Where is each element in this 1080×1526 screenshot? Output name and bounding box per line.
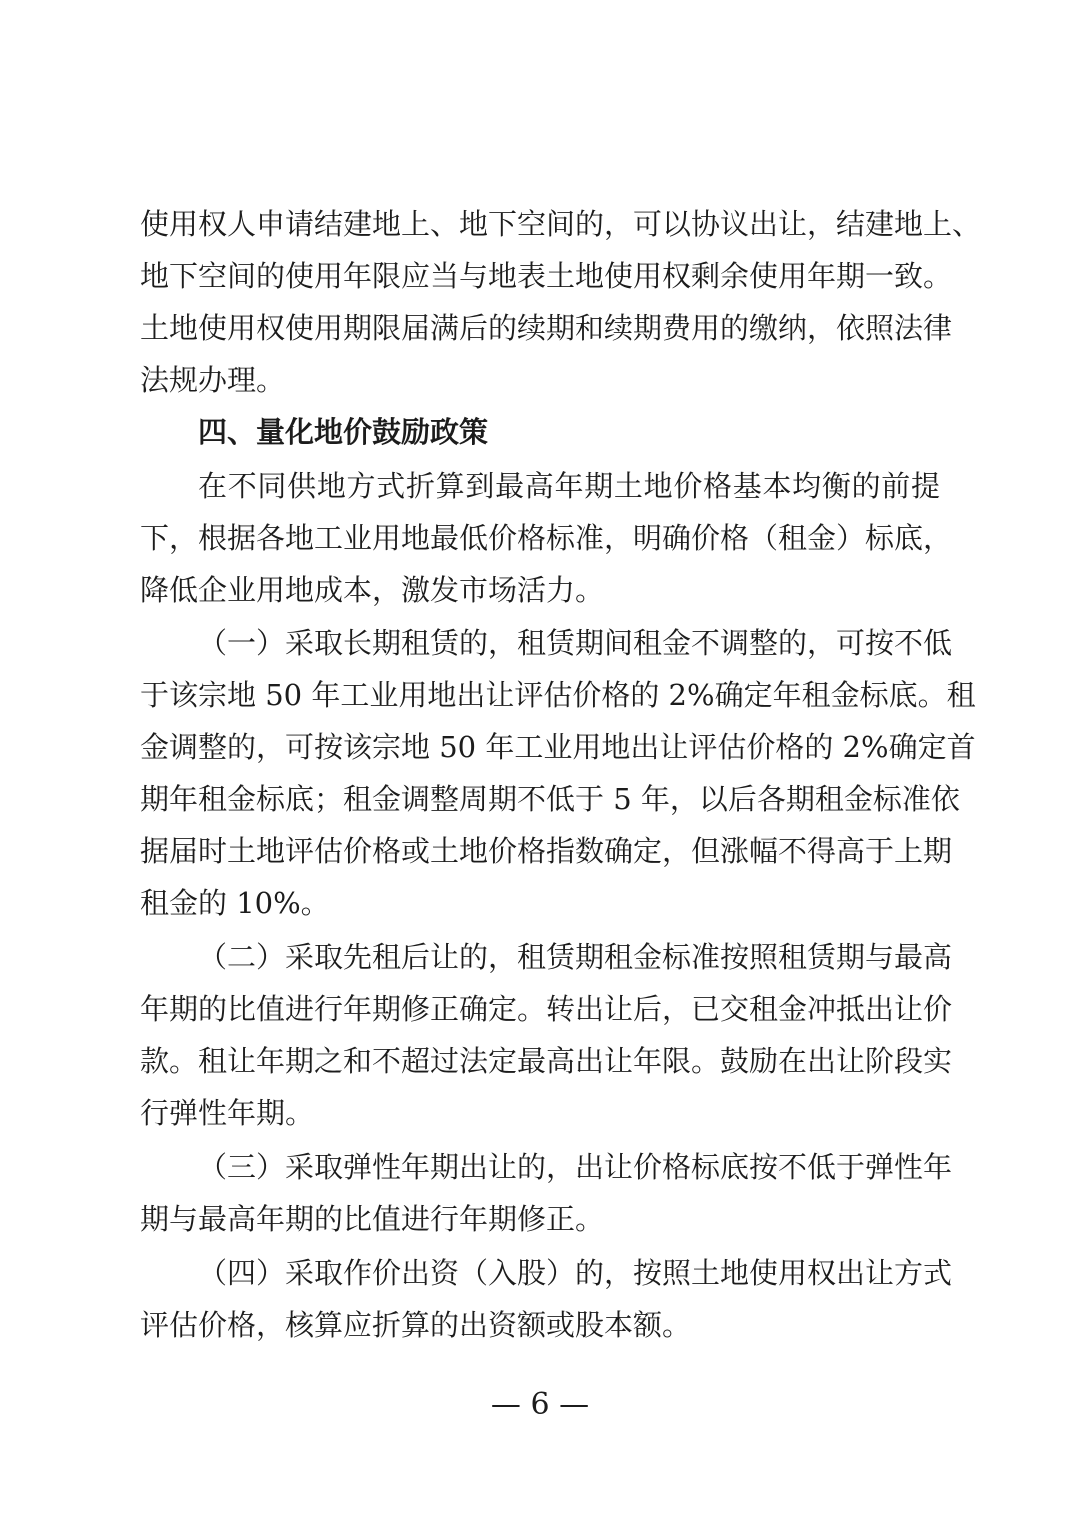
paragraph-line: 年期的比值进行年期修正确定。转出让后，已交租金冲抵出让价 bbox=[140, 992, 953, 1026]
paragraph-line: （三）采取弹性年期出让的，出让价格标底按不低于弹性年 bbox=[198, 1150, 953, 1184]
paragraph-line: （四）采取作价出资（入股）的，按照土地使用权出让方式 bbox=[198, 1256, 953, 1290]
paragraph-line: 租金的 10%。 bbox=[140, 886, 330, 920]
paragraph-line: （二）采取先租后让的，租赁期租金标准按照租赁期与最高 bbox=[198, 940, 953, 974]
paragraph-line: 地下空间的使用年限应当与地表土地使用权剩余使用年期一致。 bbox=[140, 259, 953, 293]
paragraph-line: 在不同供地方式折算到最高年期土地价格基本均衡的前提 bbox=[198, 469, 940, 503]
paragraph-line: 法规办理。 bbox=[140, 363, 286, 397]
paragraph-line: 降低企业用地成本，激发市场活力。 bbox=[140, 573, 605, 607]
page-number: — 6 — bbox=[490, 1387, 590, 1422]
paragraph-line: 行弹性年期。 bbox=[140, 1096, 315, 1130]
paragraph-line: 据届时土地评估价格或土地价格指数确定，但涨幅不得高于上期 bbox=[140, 834, 953, 868]
paragraph-line: 使用权人申请结建地上、地下空间的，可以协议出让，结建地上、 bbox=[140, 207, 982, 241]
paragraph-line: 款。租让年期之和不超过法定最高出让年限。鼓励在出让阶段实 bbox=[140, 1044, 953, 1078]
section-heading: 四、量化地价鼓励政策 bbox=[198, 415, 489, 449]
paragraph-line: 下，根据各地工业用地最低价格标准，明确价格（租金）标底， bbox=[140, 521, 953, 555]
paragraph-line: 土地使用权使用期限届满后的续期和续期费用的缴纳，依照法律 bbox=[140, 311, 953, 345]
paragraph-line: 期年租金标底；租金调整周期不低于 5 年，以后各期租金标准依 bbox=[140, 782, 960, 816]
paragraph-line: 金调整的，可按该宗地 50 年工业用地出让评估价格的 2%确定首 bbox=[140, 730, 976, 764]
paragraph-line: （一）采取长期租赁的，租赁期间租金不调整的，可按不低 bbox=[198, 626, 953, 660]
paragraph-line: 评估价格，核算应折算的出资额或股本额。 bbox=[140, 1308, 692, 1342]
paragraph-line: 于该宗地 50 年工业用地出让评估价格的 2%确定年租金标底。租 bbox=[140, 678, 976, 712]
paragraph-line: 期与最高年期的比值进行年期修正。 bbox=[140, 1202, 605, 1236]
